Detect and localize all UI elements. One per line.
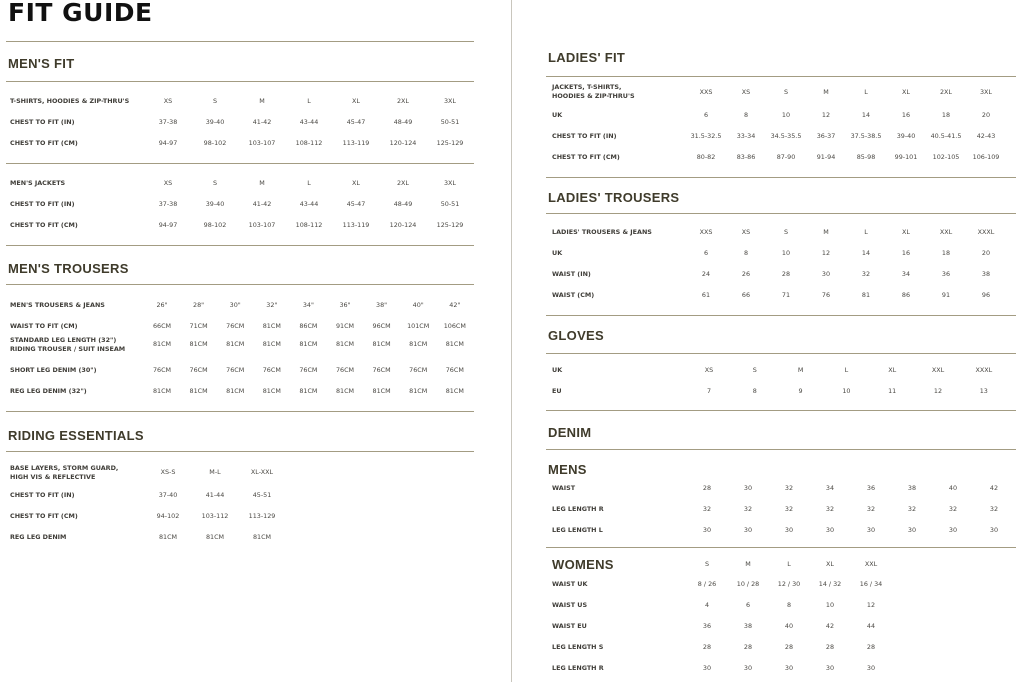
table-cell: 39-40: [205, 200, 225, 208]
size-column-header: XS: [163, 179, 173, 187]
size-column-header: XL-XXL: [250, 468, 274, 476]
table-cell: 86: [901, 291, 911, 299]
table-cell: 28: [784, 643, 794, 651]
table-cell: 40: [784, 622, 794, 630]
size-column-header: XXL: [939, 228, 953, 236]
table-cell: 10 / 28: [736, 580, 760, 588]
section-rule: [6, 451, 474, 452]
table-cell: 4: [704, 601, 710, 609]
table-cell: 32: [743, 505, 753, 513]
table-cell: 30: [866, 526, 876, 534]
table-cell: 80-82: [696, 153, 716, 161]
table-cell: 102-105: [932, 153, 960, 161]
table-cell: 113-119: [342, 221, 370, 229]
row-label: STANDARD LEG LENGTH (32") RIDING TROUSER / SUIT INSEAM: [10, 336, 126, 353]
table-rule: [546, 410, 1016, 411]
table-cell: 34.5-35.5: [770, 132, 802, 140]
row-label: LEG LENGTH S: [552, 643, 604, 651]
table-cell: 38: [981, 270, 991, 278]
size-column-header: 3XL: [443, 97, 457, 105]
table-cell: 36-37: [816, 132, 836, 140]
table-cell: 66: [741, 291, 751, 299]
size-column-header: XL: [902, 228, 910, 236]
table-cell: 106-109: [972, 153, 1000, 161]
section-heading-mens: MENS: [548, 462, 587, 477]
size-column-header: L: [864, 228, 868, 236]
table-cell: 13: [979, 387, 988, 395]
size-column-header: 3XL: [443, 179, 457, 187]
table-cell: 8: [743, 249, 749, 257]
table-cell: 98-102: [203, 221, 227, 229]
table-cell: 6: [745, 601, 751, 609]
table-rule: [6, 163, 474, 164]
size-column-header: M-L: [209, 468, 221, 476]
section-heading-ladies-fit: LADIES' FIT: [548, 50, 626, 65]
size-column-header: S: [212, 97, 218, 105]
table-cell: 81CM: [158, 533, 178, 541]
table-cell: 96CM: [372, 322, 391, 330]
size-column-header: S: [704, 560, 710, 568]
table-cell: 81CM: [372, 387, 391, 395]
table-cell: 40: [948, 484, 958, 492]
table-cell: 113-119: [342, 139, 370, 147]
table-cell: 76CM: [262, 366, 281, 374]
table-cell: 43-44: [299, 118, 319, 126]
table-cell: 8: [743, 111, 749, 119]
table-cell: 30: [784, 664, 794, 672]
section-rule: [546, 449, 1016, 450]
table-cell: 32: [702, 505, 712, 513]
table-cell: 9: [798, 387, 803, 395]
table-cell: 41-42: [252, 200, 272, 208]
table-cell: 39-40: [205, 118, 225, 126]
table-cell: 86CM: [299, 322, 318, 330]
table-cell: 41-42: [252, 118, 272, 126]
table-cell: 39-40: [896, 132, 916, 140]
table-cell: 28: [702, 643, 712, 651]
table-cell: 50-51: [440, 118, 460, 126]
table-header-label: UK: [552, 366, 563, 374]
table-cell: 76CM: [299, 366, 318, 374]
row-label: WAIST UK: [552, 580, 588, 588]
row-label: CHEST TO FIT (CM): [552, 153, 620, 161]
table-cell: 10: [842, 387, 851, 395]
size-column-header: 30": [229, 301, 241, 309]
table-cell: 30: [825, 664, 835, 672]
size-column-header: 28": [193, 301, 205, 309]
table-cell: 48-49: [393, 200, 413, 208]
table-cell: 45-47: [346, 200, 366, 208]
section-heading-gloves: GLOVES: [548, 328, 604, 343]
table-cell: 34: [825, 484, 835, 492]
table-cell: 30: [907, 526, 917, 534]
table-cell: 106CM: [443, 322, 466, 330]
table-cell: 81CM: [445, 340, 464, 348]
row-label: EU: [552, 387, 562, 395]
table-cell: 91CM: [335, 322, 355, 330]
table-cell: 81CM: [226, 340, 245, 348]
table-cell: 99-101: [894, 153, 918, 161]
table-cell: 98-102: [203, 139, 227, 147]
size-column-header: XXL: [931, 366, 945, 374]
size-column-header: M: [823, 88, 829, 96]
table-cell: 14 / 32: [818, 580, 842, 588]
table-cell: 76: [821, 291, 831, 299]
table-cell: 7: [706, 387, 712, 395]
table-header-label: MEN'S TROUSERS & JEANS: [10, 301, 105, 309]
table-cell: 12: [821, 249, 831, 257]
section-rule: [6, 41, 474, 42]
size-column-header: XL: [888, 366, 897, 374]
table-cell: 81CM: [152, 387, 172, 395]
table-rule: [546, 547, 1016, 548]
table-cell: 40.5-41.5: [930, 132, 962, 140]
table-cell: 45-47: [346, 118, 366, 126]
size-column-header: XL: [902, 88, 910, 96]
table-header-label: BASE LAYERS, STORM GUARD, HIGH VIS & REFLECTIVE: [10, 464, 119, 481]
table-cell: 81CM: [226, 387, 245, 395]
table-rule: [6, 411, 474, 412]
row-label: CHEST TO FIT (IN): [10, 491, 75, 499]
size-column-header: 42": [449, 301, 461, 309]
size-column-header: L: [787, 560, 791, 568]
table-cell: 8 / 26: [697, 580, 717, 588]
size-column-header: M: [823, 228, 829, 236]
table-cell: 38: [743, 622, 753, 630]
row-label: UK: [552, 111, 563, 119]
table-cell: 30: [743, 484, 753, 492]
section-rule: [6, 81, 474, 82]
table-cell: 103-107: [248, 139, 276, 147]
table-cell: 83-86: [736, 153, 756, 161]
row-label: LEG LENGTH L: [552, 526, 603, 534]
section-rule: [546, 353, 1016, 354]
row-label: WAIST EU: [552, 622, 587, 630]
size-column-header: L: [864, 88, 868, 96]
table-cell: 61: [701, 291, 711, 299]
size-column-header: XL: [352, 97, 360, 105]
table-cell: 96: [981, 291, 991, 299]
table-cell: 30: [743, 526, 753, 534]
table-cell: 76CM: [189, 366, 208, 374]
table-rule: [546, 177, 1016, 178]
size-column-header: 3XL: [979, 88, 993, 96]
size-column-header: XL: [352, 179, 360, 187]
table-cell: 103-112: [201, 512, 229, 520]
size-column-header: 32": [266, 301, 278, 309]
section-heading-ladies-trousers: LADIES' TROUSERS: [548, 190, 680, 205]
table-cell: 32: [861, 270, 871, 278]
table-cell: 81CM: [335, 340, 355, 348]
size-column-header: M: [745, 560, 751, 568]
table-cell: 36: [866, 484, 876, 492]
page-title: FIT GUIDE: [8, 0, 153, 27]
row-label: CHEST TO FIT (CM): [10, 221, 78, 229]
table-cell: 28: [702, 484, 712, 492]
section-heading-men-s-fit: MEN'S FIT: [8, 56, 75, 71]
table-cell: 76CM: [226, 322, 245, 330]
size-column-header: L: [307, 97, 311, 105]
table-cell: 32: [907, 505, 917, 513]
table-cell: 125-129: [436, 221, 464, 229]
table-cell: 30: [702, 526, 712, 534]
row-label: LEG LENGTH R: [552, 505, 604, 513]
table-cell: 101CM: [407, 322, 430, 330]
table-cell: 16: [901, 111, 911, 119]
table-cell: 30: [743, 664, 753, 672]
table-cell: 12: [866, 601, 876, 609]
table-header-label: LADIES' TROUSERS & JEANS: [552, 228, 652, 236]
size-column-header: M: [797, 366, 804, 374]
row-label: REG LEG DENIM: [10, 533, 67, 541]
table-cell: 81CM: [299, 340, 318, 348]
table-cell: 81CM: [445, 387, 464, 395]
table-cell: 108-112: [295, 139, 323, 147]
table-cell: 76CM: [445, 366, 464, 374]
table-cell: 85-98: [856, 153, 876, 161]
table-cell: 10: [781, 249, 791, 257]
table-cell: 30: [989, 526, 999, 534]
section-heading-womens: WOMENS: [552, 557, 614, 572]
table-cell: 18: [941, 249, 951, 257]
row-label: LEG LENGTH R: [552, 664, 604, 672]
table-cell: 30: [825, 526, 835, 534]
size-column-header: S: [783, 88, 789, 96]
table-cell: 81CM: [409, 340, 428, 348]
table-cell: 26: [741, 270, 751, 278]
size-column-header: XXL: [864, 560, 878, 568]
table-cell: 28: [866, 643, 876, 651]
table-cell: 113-129: [248, 512, 276, 520]
table-cell: 28: [743, 643, 753, 651]
table-cell: 42: [989, 484, 999, 492]
table-cell: 36: [702, 622, 712, 630]
table-cell: 81CM: [189, 340, 208, 348]
size-column-header: XS: [741, 88, 751, 96]
table-cell: 30: [784, 526, 794, 534]
table-cell: 120-124: [389, 221, 417, 229]
section-rule: [546, 76, 1016, 77]
table-cell: 81CM: [262, 340, 281, 348]
table-cell: 33-34: [736, 132, 756, 140]
row-label: CHEST TO FIT (CM): [10, 139, 78, 147]
size-column-header: XXXL: [977, 228, 995, 236]
row-label: CHEST TO FIT (CM): [10, 512, 78, 520]
table-cell: 37-40: [158, 491, 178, 499]
table-cell: 43-44: [299, 200, 319, 208]
table-cell: 12: [933, 387, 943, 395]
table-cell: 71: [781, 291, 791, 299]
table-cell: 81CM: [262, 322, 281, 330]
table-cell: 41-44: [205, 491, 225, 499]
table-cell: 81CM: [152, 340, 172, 348]
table-cell: 31.5-32.5: [690, 132, 722, 140]
table-cell: 120-124: [389, 139, 417, 147]
table-cell: 76CM: [409, 366, 428, 374]
table-cell: 125-129: [436, 139, 464, 147]
row-label: WAIST (IN): [552, 270, 591, 278]
table-cell: 30: [866, 664, 876, 672]
table-cell: 8: [752, 387, 757, 395]
table-header-label: MEN'S JACKETS: [10, 179, 66, 187]
table-cell: 32: [784, 484, 794, 492]
section-rule: [546, 213, 1016, 214]
size-column-header: L: [307, 179, 311, 187]
table-cell: 81CM: [299, 387, 318, 395]
size-column-header: XXS: [699, 88, 713, 96]
table-rule: [546, 315, 1016, 316]
size-column-header: 2XL: [396, 179, 410, 187]
section-heading-denim: DENIM: [548, 425, 592, 440]
table-cell: 24: [701, 270, 711, 278]
table-cell: 81CM: [189, 387, 208, 395]
size-column-header: 26": [156, 301, 168, 309]
table-cell: 94-97: [158, 139, 178, 147]
table-cell: 10: [825, 601, 835, 609]
table-cell: 42: [825, 622, 835, 630]
table-cell: 11: [888, 387, 897, 395]
table-cell: 38: [907, 484, 917, 492]
table-cell: 6: [703, 249, 709, 257]
table-cell: 45-51: [252, 491, 272, 499]
size-column-header: XS: [163, 97, 173, 105]
size-column-header: M: [259, 179, 265, 187]
table-cell: 42-43: [976, 132, 996, 140]
table-cell: 14: [861, 249, 871, 257]
table-cell: 16: [901, 249, 911, 257]
row-label: CHEST TO FIT (IN): [10, 200, 75, 208]
table-cell: 81CM: [335, 387, 355, 395]
table-cell: 30: [702, 664, 712, 672]
table-cell: 37-38: [158, 200, 178, 208]
size-column-header: XS: [741, 228, 751, 236]
size-column-header: XS: [704, 366, 714, 374]
table-cell: 103-107: [248, 221, 276, 229]
table-cell: 18: [941, 111, 951, 119]
table-cell: 16 / 34: [859, 580, 883, 588]
table-cell: 76CM: [335, 366, 355, 374]
table-header-label: T-SHIRTS, HOODIES & ZIP-THRU'S: [10, 97, 130, 105]
table-cell: 32: [784, 505, 794, 513]
table-cell: 44: [866, 622, 876, 630]
size-column-header: XXS: [699, 228, 713, 236]
row-label: WAIST: [552, 484, 576, 492]
table-cell: 76CM: [372, 366, 391, 374]
table-cell: 50-51: [440, 200, 460, 208]
size-column-header: 2XL: [396, 97, 410, 105]
table-cell: 76CM: [152, 366, 172, 374]
size-column-header: XL: [826, 560, 834, 568]
row-label: WAIST US: [552, 601, 588, 609]
size-column-header: M: [259, 97, 265, 105]
row-label: SHORT LEG DENIM (30"): [10, 366, 97, 374]
table-rule: [6, 245, 474, 246]
table-cell: 81CM: [252, 533, 272, 541]
table-cell: 108-112: [295, 221, 323, 229]
row-label: REG LEG DENIM (32"): [10, 387, 87, 395]
size-column-header: S: [752, 366, 757, 374]
size-column-header: L: [844, 366, 849, 374]
table-cell: 36: [941, 270, 951, 278]
size-column-header: 38": [376, 301, 388, 309]
row-label: CHEST TO FIT (IN): [10, 118, 75, 126]
table-cell: 37.5-38.5: [850, 132, 882, 140]
size-column-header: 2XL: [939, 88, 953, 96]
table-header-label: JACKETS, T-SHIRTS, HOODIES & ZIP-THRU'S: [552, 83, 635, 100]
table-cell: 81CM: [372, 340, 391, 348]
table-cell: 48-49: [393, 118, 413, 126]
row-label: WAIST TO FIT (CM): [10, 322, 78, 330]
table-cell: 94-97: [158, 221, 178, 229]
column-divider: [511, 0, 512, 682]
section-heading-men-s-trousers: MEN'S TROUSERS: [8, 261, 129, 276]
size-column-header: 36": [339, 301, 351, 309]
size-column-header: S: [212, 179, 218, 187]
table-cell: 30: [948, 526, 958, 534]
table-cell: 81CM: [409, 387, 428, 395]
size-column-header: XXXL: [975, 366, 993, 374]
table-cell: 12 / 30: [777, 580, 801, 588]
table-cell: 30: [821, 270, 831, 278]
table-cell: 87-90: [776, 153, 796, 161]
table-cell: 12: [821, 111, 831, 119]
row-label: CHEST TO FIT (IN): [552, 132, 617, 140]
table-cell: 81: [861, 291, 871, 299]
size-column-header: XS-S: [160, 468, 176, 476]
section-heading-riding-essentials: RIDING ESSENTIALS: [8, 428, 144, 443]
row-label: UK: [552, 249, 563, 257]
row-label: WAIST (CM): [552, 291, 595, 299]
table-cell: 34: [901, 270, 911, 278]
table-cell: 32: [866, 505, 876, 513]
size-column-header: 34": [302, 301, 314, 309]
table-cell: 76CM: [226, 366, 245, 374]
table-cell: 32: [948, 505, 958, 513]
table-cell: 32: [825, 505, 835, 513]
table-cell: 20: [981, 249, 991, 257]
table-cell: 94-102: [156, 512, 180, 520]
table-cell: 81CM: [205, 533, 225, 541]
table-cell: 81CM: [262, 387, 281, 395]
size-column-header: 40": [412, 301, 424, 309]
table-cell: 66CM: [152, 322, 172, 330]
table-cell: 28: [825, 643, 835, 651]
table-cell: 10: [781, 111, 791, 119]
table-cell: 6: [703, 111, 709, 119]
section-rule: [6, 284, 474, 285]
table-cell: 8: [786, 601, 792, 609]
table-cell: 20: [981, 111, 991, 119]
size-column-header: S: [783, 228, 789, 236]
table-cell: 91-94: [816, 153, 836, 161]
table-cell: 32: [989, 505, 999, 513]
table-cell: 14: [861, 111, 871, 119]
table-cell: 71CM: [189, 322, 208, 330]
table-cell: 28: [781, 270, 791, 278]
table-cell: 91: [941, 291, 951, 299]
table-cell: 37-38: [158, 118, 178, 126]
